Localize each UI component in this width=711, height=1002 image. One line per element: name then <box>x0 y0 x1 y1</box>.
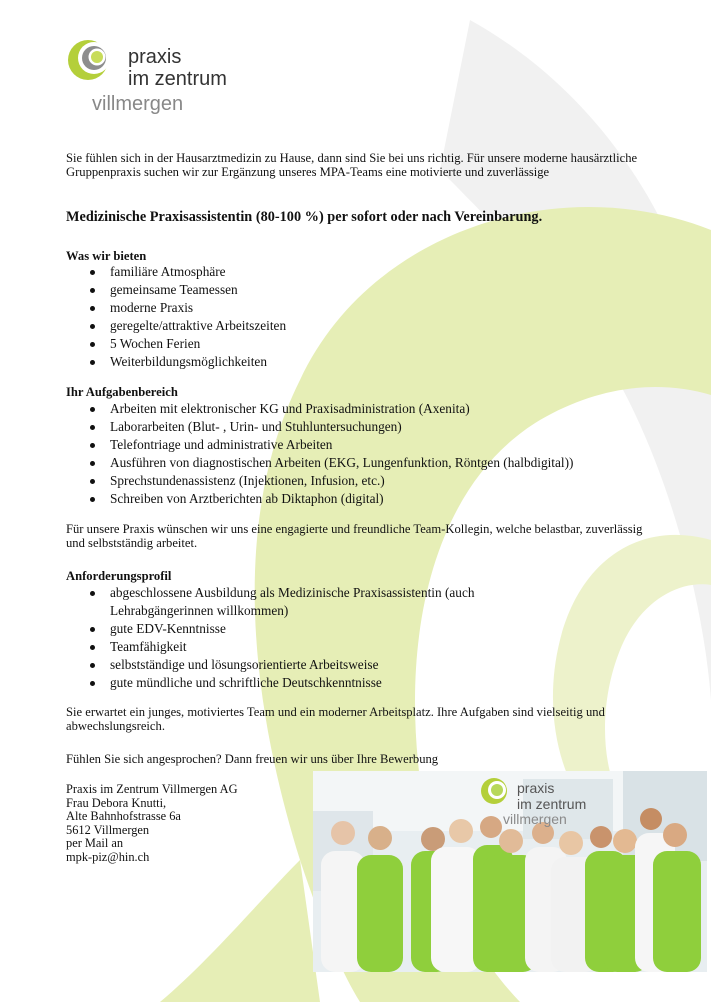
contact-person: Frau Debora Knutti, <box>66 795 167 810</box>
contact-street: Alte Bahnhofstrasse 6a <box>66 809 181 823</box>
list-item: Arbeiten mit elektronischer KG und Praxisadministration (Axenita) <box>66 400 666 418</box>
photo-logo-villmergen: villmergen <box>503 811 567 827</box>
contact-email: mpk-piz@hin.ch <box>66 849 150 864</box>
contact-city: 5612 Villmergen <box>66 822 150 837</box>
list-item: familiäre Atmosphäre <box>66 263 666 281</box>
list-item: Telefontriage und administrative Arbeiten <box>66 436 666 454</box>
list-item: geregelte/attraktive Arbeitszeiten <box>66 317 666 335</box>
requirements-list <box>66 584 666 691</box>
bullet-icon <box>90 288 95 293</box>
bullet-icon <box>90 342 95 347</box>
closing-paragraph: Fühlen Sie sich angesprochen? Dann freuen wir uns über Ihre Bewerbung <box>66 752 439 766</box>
list-item: Schreiben von Arztberichten ab Diktaphon (digital) <box>66 490 666 508</box>
offer-list <box>66 263 666 370</box>
job-headline: Medizinische Praxisassistentin (80-100 %) per sofort oder nach Vereinbarung. <box>66 209 543 225</box>
logo-rings-icon <box>66 36 126 96</box>
list-item: gute EDV-Kenntnisse <box>66 620 666 638</box>
list-item: Teamfähigkeit <box>66 638 666 656</box>
logo-text-praxis: praxis <box>128 46 182 68</box>
photo-logo-im-zentrum: im zentrum <box>517 796 587 812</box>
bullet-icon <box>90 591 95 596</box>
list-item: moderne Praxis <box>66 299 666 317</box>
contact-company: Praxis im Zentrum Villmergen AG <box>66 782 238 796</box>
bullet-icon <box>90 306 95 311</box>
bullet-icon <box>90 681 95 686</box>
bullet-icon <box>90 407 95 412</box>
wish-paragraph: Für unsere Praxis wünschen wir uns eine engagierte und freundliche Team-Kollegin, welche belastbar, zuverlässig und selbstständig arbeitet. <box>66 522 643 550</box>
contact-mail-label: per Mail an <box>66 836 124 850</box>
bullet-icon <box>90 443 95 448</box>
offer-title: Was wir bieten <box>66 249 147 263</box>
logo-text-villmergen: villmergen <box>92 93 184 115</box>
tasks-list <box>66 400 666 507</box>
bullet-icon <box>90 425 95 430</box>
tasks-title: Ihr Aufgabenbereich <box>66 385 178 399</box>
practice-logo <box>66 36 256 120</box>
logo-text-im-zentrum: im zentrum <box>128 68 227 90</box>
list-item: Laborarbeiten (Blut- , Urin- und Stuhluntersuchungen) <box>66 418 666 436</box>
list-item: selbstständige und lösungsorientierte Arbeitsweise <box>66 656 666 674</box>
bullet-icon <box>90 645 95 650</box>
list-item: Weiterbildungsmöglichkeiten <box>66 353 666 371</box>
bullet-icon <box>90 479 95 484</box>
list-item: 5 Wochen Ferien <box>66 335 666 353</box>
expect-paragraph: Sie erwartet ein junges, motiviertes Team und ein moderner Arbeitsplatz. Ihre Aufgaben sind vielseitig und abwechslungsreich. <box>66 705 605 733</box>
bullet-icon <box>90 497 95 502</box>
bullet-icon <box>90 270 95 275</box>
contact-block <box>66 783 238 864</box>
intro-paragraph: Sie fühlen sich in der Hausarztmedizin zu Hause, dann sind Sie bei uns richtig. Für unsere moderne hausärztliche Gruppenpraxis suchen wir zur Ergänzung unseres MPA-Teams eine motivierte und zuverlässige <box>66 151 638 179</box>
team-photo-illustration <box>313 771 707 972</box>
photo-logo-praxis: praxis <box>517 780 555 796</box>
bullet-icon <box>90 461 95 466</box>
list-item: gemeinsame Teamessen <box>66 281 666 299</box>
list-item: Ausführen von diagnostischen Arbeiten (EKG, Lungenfunktion, Röntgen (halbdigital)) <box>66 454 666 472</box>
list-item: gute mündliche und schriftliche Deutschkenntnisse <box>66 674 666 692</box>
list-item: Sprechstundenassistenz (Injektionen, Infusion, etc.) <box>66 472 666 490</box>
requirements-title: Anforderungsprofil <box>66 569 172 583</box>
list-item: abgeschlossene Ausbildung als Medizinische Praxisassistentin (auch Lehrabgängerinnen willkommen) <box>66 584 666 620</box>
bullet-icon <box>90 663 95 668</box>
team-photo <box>313 771 707 972</box>
bullet-icon <box>90 324 95 329</box>
bullet-icon <box>90 360 95 365</box>
bullet-icon <box>90 627 95 632</box>
